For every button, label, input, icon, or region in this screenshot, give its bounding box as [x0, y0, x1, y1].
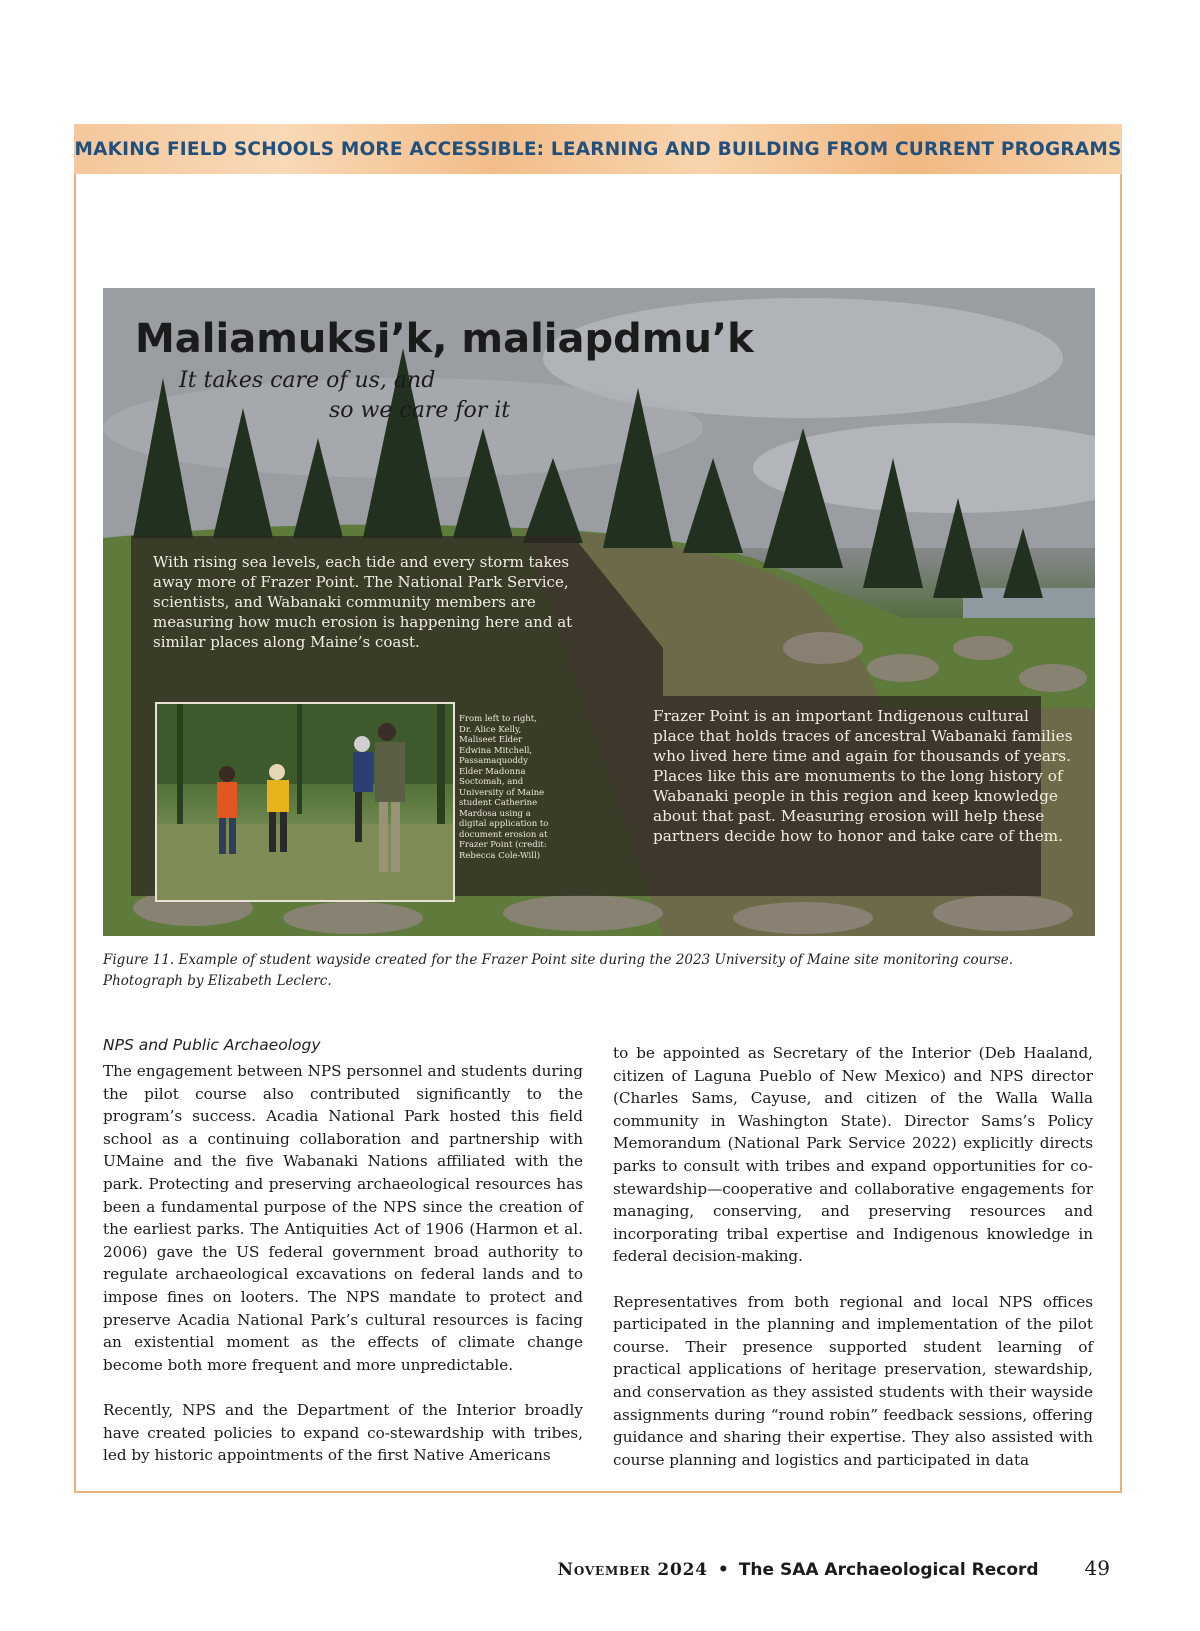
article-column-left — [103, 1036, 583, 1489]
article-column-right — [613, 1042, 1093, 1494]
section-heading: NPS and Public Archaeology — [103, 1036, 321, 1054]
wayside-subtitle-line1: It takes care of us, and — [179, 368, 436, 393]
publication-title: The SAA Archaeological Record — [738, 1560, 1039, 1580]
figure-caption: Figure 11. Example of student wayside created for the Frazer Point site during the 2023 University of Maine site monitoring course. Photograph by Elizabeth Leclerc. — [103, 952, 1014, 989]
paragraph: Representatives from both regional and local NPS offices participated in the planning and implementation of the pilot course. Their presence supported student learning of practical applications of heritage preservation, stewardship, and conservation as they assisted students with their wayside assignments during “round robin” feedback sessions, offering guidance and sharing their expertise. They also assisted with course planning and logistics and participated in data — [613, 1292, 1093, 1469]
paragraph: to be appointed as Secretary of the Interior (Deb Haaland, citizen of Laguna Pueblo of New Mexico) and NPS director (Charles Sams, Cayuse, and citizen of the Walla Walla community in Washington State). Director Sams’s Policy Memorandum (National Park Service 2022) explicitly directs parks to consult with tribes and expand opportunities for co-stewardship—cooperative and collaborative engagements for managing, conserving, and preserving resources and incorporating tribal expertise and Indigenous knowledge in federal decision-making. — [613, 1044, 1093, 1266]
paragraph: Recently, NPS and the Department of the Interior broadly have created policies to expand co-stewardship with tribes, led by historic appointments of the first Native Americans — [103, 1400, 583, 1465]
footer-separator: • — [717, 1560, 729, 1580]
inset-people-illustration — [157, 704, 453, 900]
inset-photo — [155, 702, 455, 902]
page-number: 49 — [1084, 1556, 1110, 1580]
wayside-left-panel-text: With rising sea levels, each tide and every storm takes away more of Frazer Point. The National Park Service, scientists, and Wabanaki community members are measuring how much erosion is happening here and at similar places along Maine’s coast. — [153, 553, 573, 651]
page-footer — [558, 1556, 1111, 1580]
section-banner — [74, 124, 1122, 174]
wayside-title: Maliamuksi’k, maliapdmu’k — [135, 316, 754, 362]
wayside-subtitle-line2: so we care for it — [329, 398, 511, 423]
inset-photo-caption: From left to right, Dr. Alice Kelly, Maliseet Elder Edwina Mitchell, Passamaquoddy Elder Madonna Soctomah, and University of Maine student Catherine Mardosa using a digital application to document erosion at Frazer Point (credit: Rebecca Cole-Will) — [459, 714, 549, 861]
issue-date: November 2024 — [557, 1560, 708, 1580]
wayside-photo — [103, 288, 1095, 936]
paragraph: The engagement between NPS personnel and students during the pilot course also contributed significantly to the program’s success. Acadia National Park hosted this field school as a continuing collaboration and partnership with UMaine and the five Wabanaki Nations affiliated with the park. Protecting and preserving archaeological resources has been a fundamental purpose of the NPS since the creation of the earliest parks. The Antiquities Act of 1906 (Harmon et al. 2006) gave the US federal government broad authority to regulate archaeological excavations on federal lands and to impose fines on looters. The NPS mandate to protect and preserve Acadia National Park’s cultural resources is facing an existential moment as the effects of climate change become both more frequent and more unpredictable. — [103, 1062, 583, 1374]
banner-title: MAKING FIELD SCHOOLS MORE ACCESSIBLE: LEARNING AND BUILDING FROM CURRENT PROGRAMS — [74, 138, 1122, 160]
wayside-right-panel-text: Frazer Point is an important Indigenous cultural place that holds traces of ancestral Wabanaki families who lived here time and again for thousands of years. Places like this are monuments to the long history of Wabanaki people in this region and keep knowledge about that past. Measuring erosion will help these partners decide how to honor and take care of them. — [653, 707, 1073, 845]
